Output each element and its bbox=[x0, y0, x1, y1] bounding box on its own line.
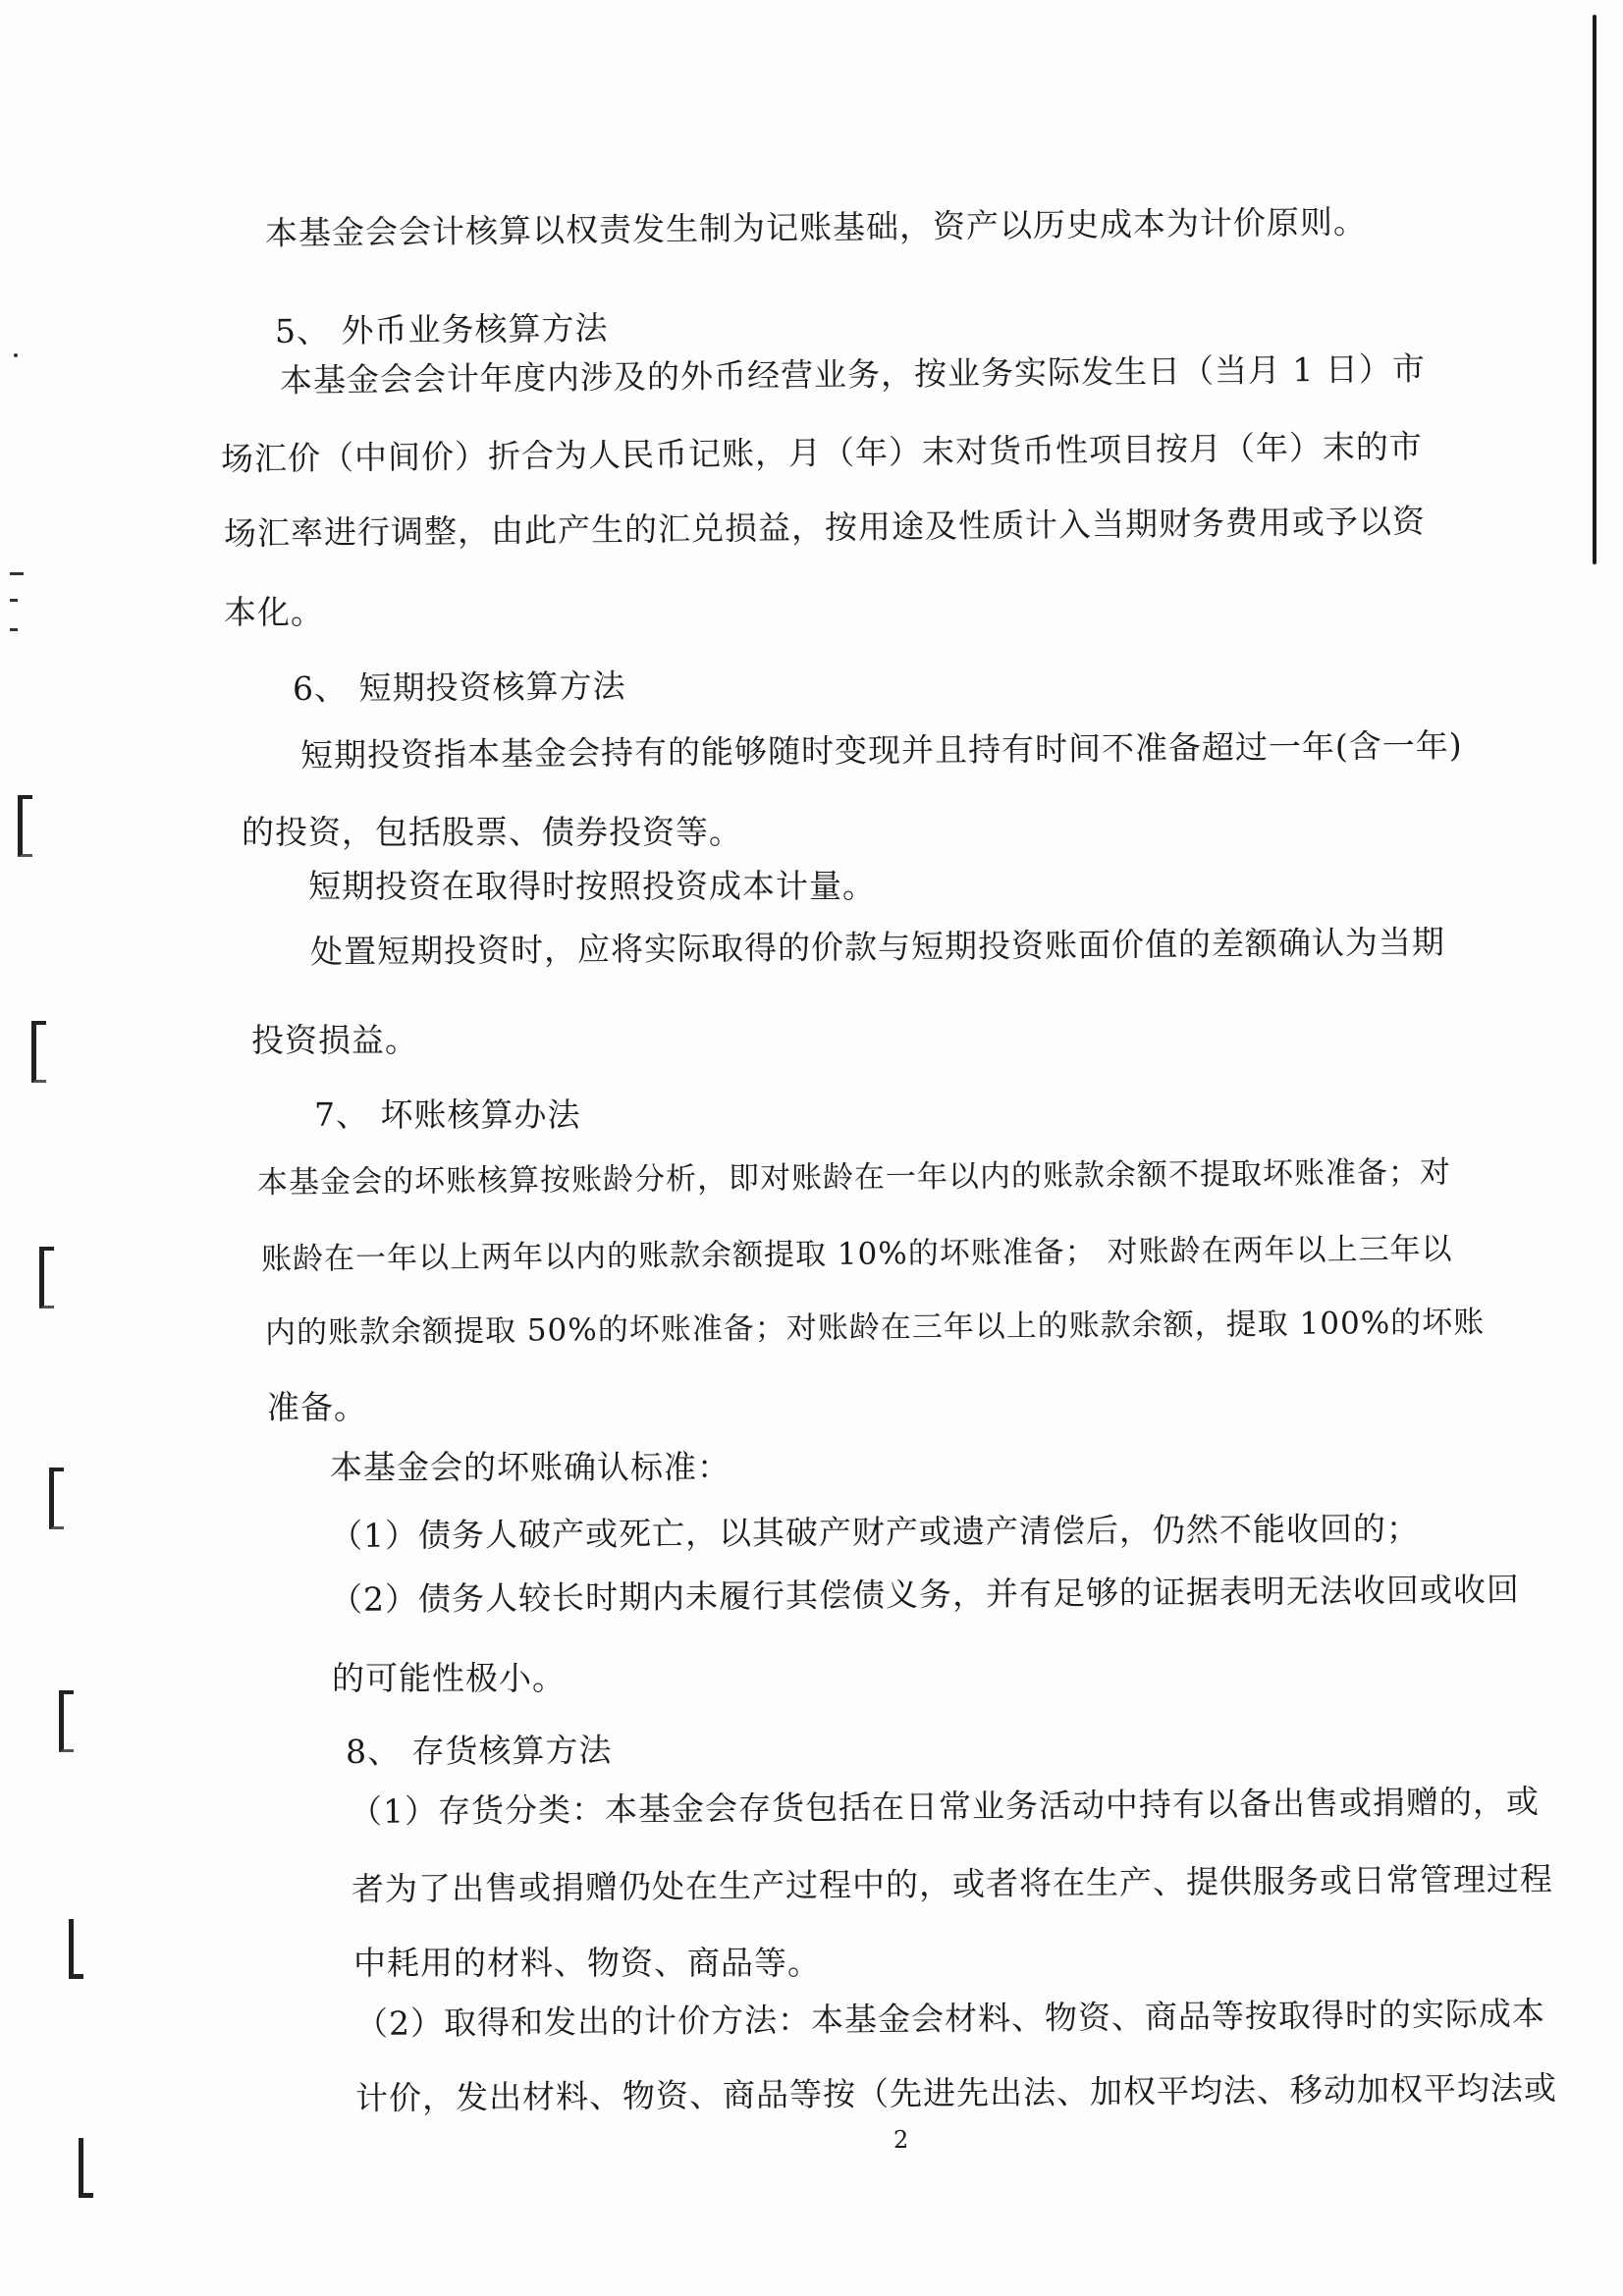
text-line: 本基金会的坏账核算按账龄分析，即对账龄在一年以内的账款余额不提取坏账准备；对 bbox=[256, 1154, 1452, 1201]
scan-bracket-mark bbox=[59, 1690, 74, 1752]
section-heading: 7、 坏账核算办法 bbox=[314, 1095, 581, 1134]
text-line: 场汇价（中间价）折合为人民币记账，月（年）末对货币性项目按月（年）末的市 bbox=[220, 427, 1424, 478]
scan-bracket-mark bbox=[31, 1021, 46, 1083]
scan-bracket-mark bbox=[49, 1468, 64, 1529]
section-heading: 5、 外币业务核算方法 bbox=[274, 308, 609, 350]
section-heading: 6、 短期投资核算方法 bbox=[292, 667, 626, 708]
text-line: 准备。 bbox=[267, 1388, 367, 1426]
text-line: （1）存货分类：本基金会存货包括在日常业务活动中持有以备出售或捐赠的，或 bbox=[349, 1782, 1541, 1831]
text-line: 的投资，包括股票、债券投资等。 bbox=[242, 813, 742, 851]
text-line: 投资损益。 bbox=[251, 1021, 418, 1059]
text-line: 账龄在一年以上两年以内的账款余额提取 10%的坏账准备； 对账龄在两年以上三年以 bbox=[260, 1231, 1453, 1277]
scan-dash bbox=[10, 628, 18, 631]
scan-edge-line bbox=[1593, 15, 1596, 564]
page-number: 2 bbox=[893, 2126, 909, 2154]
scan-bracket-mark bbox=[39, 1247, 54, 1308]
text-line: 本化。 bbox=[224, 593, 324, 631]
text-line: 中耗用的材料、物资、商品等。 bbox=[353, 1944, 821, 1982]
scan-speck bbox=[14, 353, 18, 357]
scan-bracket-mark bbox=[79, 2138, 93, 2198]
text-line: （1）债务人破产或死亡，以其破产财产或遗产清偿后，仍然不能收回的； bbox=[329, 1509, 1421, 1555]
text-line: （2）取得和发出的计价方法：本基金会材料、物资、商品等按取得时的实际成本 bbox=[354, 1994, 1546, 2043]
scan-bracket-mark bbox=[18, 795, 32, 857]
text-line: 场汇率进行调整，由此产生的汇兑损益，按用途及性质计入当期财务费用或予以资 bbox=[223, 502, 1427, 553]
scan-dash bbox=[10, 599, 18, 602]
section-heading: 8、 存货核算方法 bbox=[345, 1731, 613, 1771]
scan-dash bbox=[10, 572, 24, 575]
text-line: 内的账款余额提取 50%的坏账准备；对账龄在三年以上的账款余额，提取 100%的坏账 bbox=[264, 1305, 1486, 1351]
text-line: 计价，发出材料、物资、商品等按（先进先出法、加权平均法、移动加权平均法或 bbox=[354, 2068, 1558, 2117]
text-line: 处置短期投资时，应将实际取得的价款与短期投资账面价值的差额确认为当期 bbox=[309, 922, 1446, 971]
text-line: 本基金会会计核算以权责发生制为记账基础，资产以历史成本为计价原则。 bbox=[264, 202, 1368, 252]
text-line: 的可能性极小。 bbox=[332, 1659, 566, 1697]
text-line: 者为了出售或捐赠仍处在生产过程中的，或者将在生产、提供服务或日常管理过程 bbox=[351, 1859, 1554, 1908]
text-line: 短期投资在取得时按照投资成本计量。 bbox=[308, 867, 876, 905]
text-line: 本基金会会计年度内涉及的外币经营业务，按业务实际发生日（当月 1 日）市 bbox=[279, 348, 1427, 400]
scan-bracket-mark bbox=[69, 1919, 83, 1979]
text-line: 短期投资指本基金会持有的能够随时变现并且持有时间不准备超过一年(含一年) bbox=[299, 725, 1463, 774]
text-line: （2）债务人较长时期内未履行其偿债义务，并有足够的证据表明无法收回或收回 bbox=[329, 1570, 1521, 1619]
text-line: 本基金会的坏账确认标准： bbox=[330, 1448, 730, 1486]
